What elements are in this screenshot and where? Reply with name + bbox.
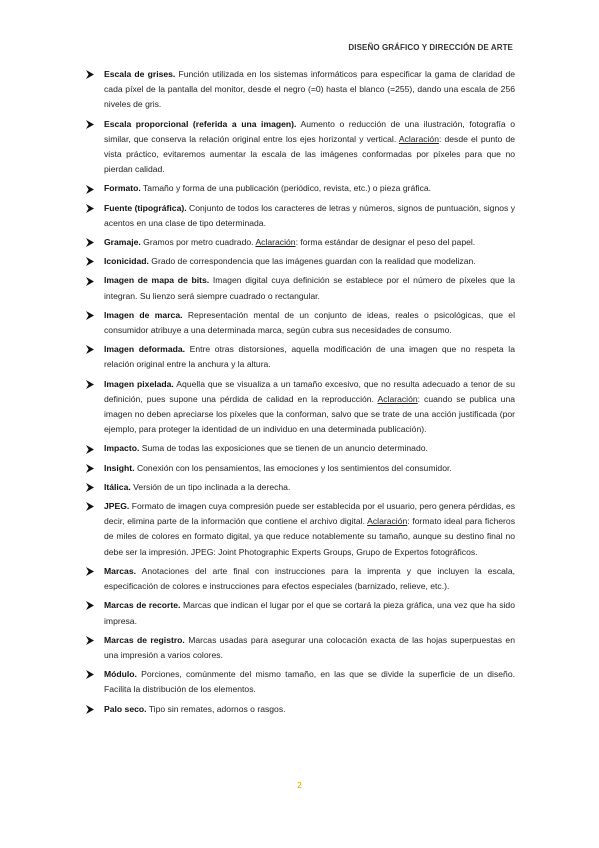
glossary-definition: Anotaciones del arte final con instrucciones para la imprenta y que incluyen la escala, especificación de colores e instrucciones para efectos especiales (barnizado, relieve, etc.).: [104, 565, 515, 592]
glossary-term: Gramaje.: [104, 237, 141, 248]
glossary-entry: [84, 117, 515, 178]
glossary-definition: Función utilizada en los sistemas informáticos para especificar la gama de claridad de cada píxel de la pantalla del monitor, desde el negro (=0) hasta el blanco (=255), dando una escala de 256 niveles de gris.: [104, 69, 516, 110]
glossary-list: [84, 67, 515, 721]
glossary-term: Iconicidad.: [104, 256, 149, 267]
clarification-text: : forma estándar de designar el peso del papel.: [295, 237, 476, 248]
arrow-bullet-icon: [84, 564, 95, 579]
arrow-bullet-icon: [84, 67, 95, 82]
glossary-term: Módulo.: [104, 669, 137, 680]
glossary-term: Imagen deformada.: [104, 344, 186, 355]
glossary-entry: [84, 598, 515, 628]
glossary-entry: [84, 564, 515, 594]
glossary-definition: Aquella que se visualiza a un tamaño excesivo, que no resulta adecuado a tenor de su definición, pues supone una pérdida de calidad en la reproducción.: [104, 378, 515, 404]
glossary-entry: [84, 308, 515, 338]
glossary-definition: Porciones, comúnmente del mismo tamaño, en las que se divide la superficie de un diseño. Facilita la distribución de los elementos.: [104, 669, 515, 695]
glossary-term: Marcas.: [104, 565, 137, 576]
glossary-entry: [84, 273, 515, 303]
glossary-term: Imagen de marca.: [104, 309, 183, 320]
clarification-text: : formato ideal para ficheros de miles de colores en formato digital, ya que reduce notablemente su tamaño, aunque su destino final no debe ser la impresión. JPEG: Joint Photographic Experts Groups, Grupo de Expertos fotográficos.: [104, 516, 515, 557]
glossary-term: Itálica.: [104, 481, 131, 492]
glossary-term: Marcas de recorte.: [104, 600, 181, 611]
glossary-term: Imagen de mapa de bits.: [104, 275, 210, 286]
glossary-definition: Versión de un tipo inclinada a la derecha.: [130, 481, 291, 492]
glossary-entry: [84, 254, 515, 269]
arrow-bullet-icon: [84, 633, 95, 648]
glossary-term: Escala de grises.: [104, 69, 176, 79]
glossary-term: JPEG.: [104, 501, 130, 512]
clarification-label: Aclaración: [255, 237, 296, 248]
clarification-label: Aclaración: [398, 133, 439, 144]
arrow-bullet-icon: [84, 201, 95, 216]
glossary-term: Impacto.: [104, 443, 140, 454]
glossary-entry: [84, 67, 515, 113]
glossary-term: Marcas de registro.: [104, 634, 185, 645]
glossary-definition: Tipo sin remates, adornos o rasgos.: [146, 703, 286, 714]
glossary-entry: [84, 499, 515, 560]
arrow-bullet-icon: [84, 667, 95, 682]
arrow-bullet-icon: [84, 273, 95, 288]
glossary-entry: [84, 201, 515, 231]
glossary-entry: [84, 667, 515, 697]
glossary-entry: [84, 633, 515, 663]
page-number: 2: [297, 781, 302, 790]
glossary-definition: Grado de correspondencia que las imágenes guardan con la realidad que modelizan.: [148, 256, 476, 267]
glossary-definition: Aumento o reducción de una ilustración, fotografía o similar, que conserva la relación original entre los ejes horizontal y vertical.: [104, 118, 515, 144]
arrow-bullet-icon: [84, 342, 95, 357]
glossary-entry: [84, 441, 515, 456]
glossary-entry: [84, 342, 515, 372]
arrow-bullet-icon: [84, 499, 95, 514]
glossary-term: Formato.: [104, 183, 141, 194]
glossary-entry: [84, 235, 515, 250]
clarification-text: : desde el punto de vista práctico, evitaremos aumentar la escala de las imágenes conformadas por píxeles para que no pierdan calidad.: [104, 133, 516, 175]
running-header: DISEÑO GRÁFICO Y DIRECCIÓN DE ARTE: [348, 43, 513, 52]
clarification-label: Aclaración: [367, 516, 408, 527]
arrow-bullet-icon: [84, 480, 95, 495]
glossary-entry: [84, 480, 515, 495]
glossary-term: Escala proporcional (referida a una imagen).: [104, 118, 297, 129]
glossary-definition: Conjunto de todos los caracteres de letras y números, signos de puntuación, signos y acentos en una clase de tipo determinada.: [104, 202, 515, 228]
glossary-definition: Gramos por metro cuadrado.: [140, 237, 256, 248]
glossary-term: Imagen pixelada.: [104, 378, 174, 389]
clarification-text: : cuando se publica una imagen no deben apreciarse los píxeles que la conforman, salvo que se trate de una acción justificada (por ejemplo, para proteger la identidad de un individuo en una determinada publicación).: [104, 393, 516, 435]
glossary-entry: [84, 702, 515, 717]
glossary-entry: [84, 461, 515, 476]
glossary-definition: Suma de todas las exposiciones que se tienen de un anuncio determinado.: [139, 443, 428, 454]
glossary-definition: Conexión con los pensamientos, las emociones y los sentimientos del consumidor.: [134, 462, 452, 473]
arrow-bullet-icon: [84, 598, 95, 613]
glossary-definition: Imagen digital cuya definición se establece por el número de píxeles que la integran. Su lienzo será siempre cuadrado o rectangular.: [104, 275, 515, 301]
arrow-bullet-icon: [84, 461, 95, 476]
glossary-term: Palo seco.: [104, 703, 147, 714]
arrow-bullet-icon: [84, 181, 95, 196]
glossary-definition: Entre otras distorsiones, aquella modificación de una imagen que no respeta la relación original entre la anchura y la altura.: [104, 344, 515, 370]
arrow-bullet-icon: [84, 254, 95, 269]
arrow-bullet-icon: [84, 441, 95, 456]
glossary-entry: [84, 181, 515, 196]
arrow-bullet-icon: [84, 377, 95, 392]
clarification-label: Aclaración: [377, 393, 418, 404]
glossary-definition: Marcas que indican el lugar por el que se cortará la pieza gráfica, una vez que ha sido impresa.: [104, 600, 515, 626]
glossary-definition: Tamaño y forma de una publicación (periódico, revista, etc.) o pieza gráfica.: [140, 183, 432, 194]
glossary-definition: Marcas usadas para asegurar una colocación exacta de las hojas superpuestas en una impresión a varios colores.: [104, 634, 515, 660]
glossary-term: Insight.: [104, 462, 135, 473]
glossary-term: Fuente (tipográfica).: [104, 202, 187, 213]
arrow-bullet-icon: [84, 308, 95, 323]
glossary-definition: Formato de imagen cuya compresión puede ser establecida por el usuario, pero genera pérdidas, es decir, elimina parte de la información que contiene el archivo digital.: [104, 501, 515, 527]
glossary-entry: [84, 377, 515, 438]
arrow-bullet-icon: [84, 117, 95, 132]
glossary-definition: Representación mental de un conjunto de ideas, reales o psicológicas, que el consumidor atribuye a una determinada marca, según cubra sus necesidades de consumo.: [104, 309, 515, 336]
arrow-bullet-icon: [84, 702, 95, 717]
arrow-bullet-icon: [84, 235, 95, 250]
